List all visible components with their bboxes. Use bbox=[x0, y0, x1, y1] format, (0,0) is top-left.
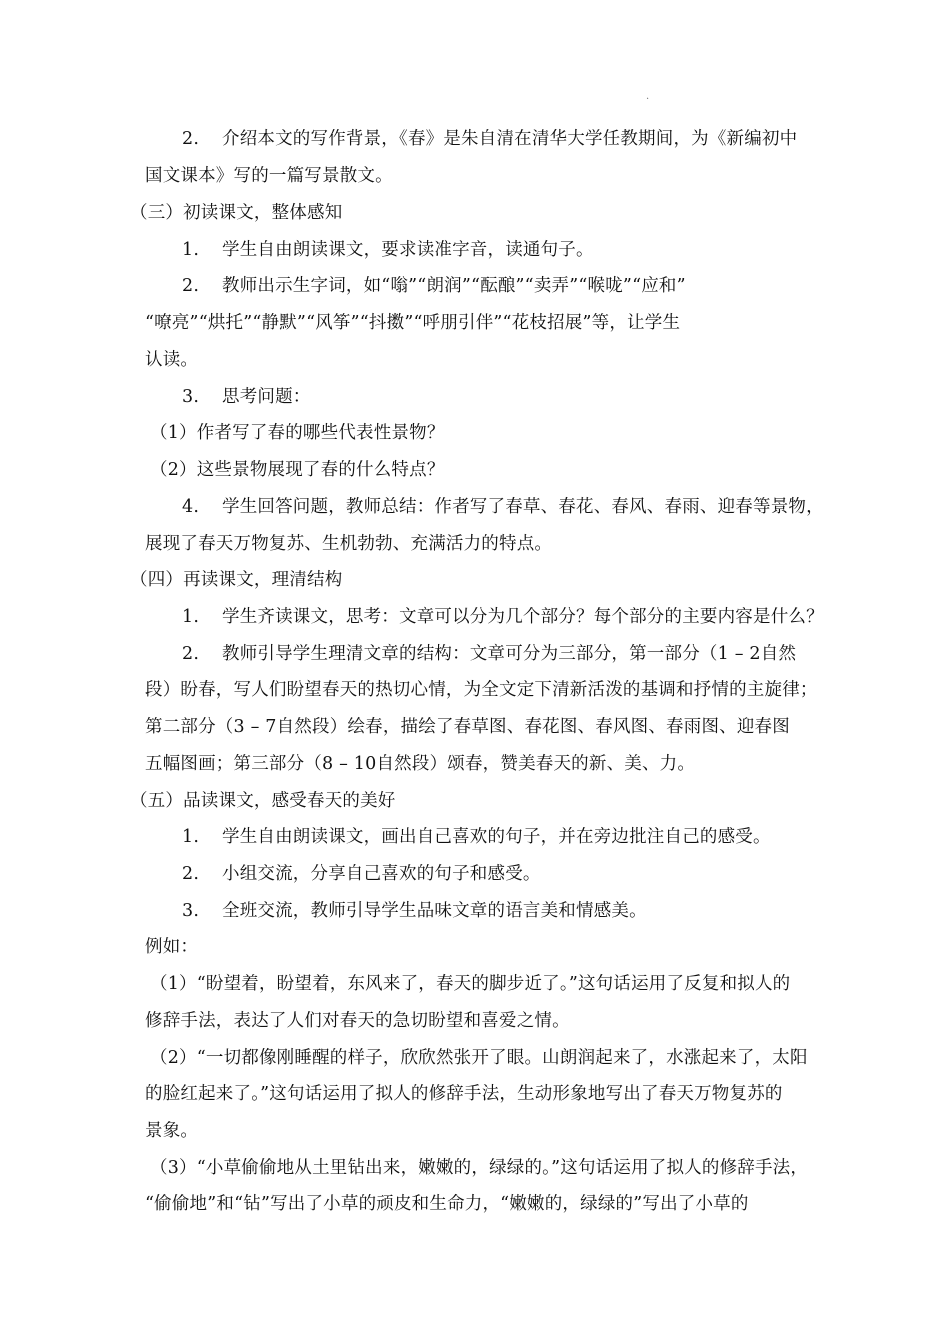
item-number: 1. bbox=[182, 240, 200, 260]
item-number: 4. bbox=[182, 497, 200, 517]
paragraph-text: 思考问题： bbox=[222, 387, 311, 407]
paragraph-text: 教师引导学生理清文章的结构：文章可分为三部分，第一部分（1 – 2自然 bbox=[222, 644, 797, 664]
header-mark: . bbox=[646, 91, 650, 102]
example-3: （3）“小草偷偷地从土里钻出来，嫩嫩的，绿绿的。”这句话运用了拟人的修辞手法， bbox=[150, 1158, 809, 1178]
paragraph-item-1-read bbox=[182, 238, 594, 262]
item-number: 2. bbox=[182, 644, 200, 664]
paragraph-text: 小组交流，分享自己喜欢的句子和感受。 bbox=[222, 864, 541, 884]
paragraph-item-4-summary bbox=[182, 495, 824, 519]
paragraph-line: “嘹亮”“烘托”“静默”“风筝”“抖擞”“呼朋引伴”“花枝招展”等，让学生 bbox=[145, 313, 681, 333]
paragraph-text: 学生回答问题，教师总结：作者写了春草、春花、春风、春雨、迎春等景物， bbox=[222, 497, 824, 517]
item-number: 3. bbox=[182, 901, 200, 921]
paragraph-item-2-structure bbox=[182, 642, 796, 666]
question-1: （1）作者写了春的哪些代表性景物？ bbox=[150, 423, 445, 443]
paragraph-item-3-questions bbox=[182, 385, 311, 409]
paragraph-item-1-annotate bbox=[182, 825, 771, 849]
paragraph-item-3-class bbox=[182, 899, 647, 923]
example-1: （1）“盼望着，盼望着，东风来了，春天的脚步近了。”这句话运用了反复和拟人的 bbox=[150, 974, 791, 994]
section-heading-3: （三）初读课文，整体感知 bbox=[130, 203, 343, 223]
paragraph-text: 介绍本文的写作背景，《春》是朱自清在清华大学任教期间，为《新编初中 bbox=[222, 129, 798, 149]
paragraph-text: 全班交流，教师引导学生品味文章的语言美和情感美。 bbox=[222, 901, 647, 921]
paragraph-line: 五幅图画；第三部分（8 – 10自然段）颂春，赞美春天的新、美、力。 bbox=[145, 754, 696, 774]
section-heading-5: （五）品读课文，感受春天的美好 bbox=[130, 791, 396, 811]
paragraph-line: 景象。 bbox=[145, 1121, 199, 1141]
paragraph-item-2-group bbox=[182, 862, 541, 886]
paragraph-item-1-reread bbox=[182, 605, 824, 629]
example-2: （2）“一切都像刚睡醒的样子，欣欣然张开了眼。山朗润起来了，水涨起来了，太阳 bbox=[150, 1048, 808, 1068]
paragraph-line: 认读。 bbox=[145, 350, 199, 370]
section-heading-4: （四）再读课文，理清结构 bbox=[130, 570, 343, 590]
item-number: 2. bbox=[182, 864, 200, 884]
paragraph-line: 国文课本》写的一篇写景散文。 bbox=[145, 166, 393, 186]
paragraph-line: 的脸红起来了。”这句话运用了拟人的修辞手法，生动形象地写出了春天万物复苏的 bbox=[145, 1084, 783, 1104]
paragraph-line: 展现了春天万物复苏、生机勃勃、充满活力的特点。 bbox=[145, 534, 553, 554]
item-number: 3. bbox=[182, 387, 200, 407]
paragraph-line: 修辞手法，表达了人们对春天的急切盼望和喜爱之情。 bbox=[145, 1011, 570, 1031]
item-number: 1. bbox=[182, 607, 200, 627]
paragraph-text: 学生自由朗读课文，要求读准字音，读通句子。 bbox=[222, 240, 594, 260]
paragraph-item-2-background bbox=[182, 127, 797, 151]
paragraph-item-2-vocab bbox=[182, 274, 686, 298]
item-number: 1. bbox=[182, 827, 200, 847]
paragraph-text: 教师出示生字词，如“嗡”“朗润”“酝酿”“卖弄”“喉咙”“应和” bbox=[222, 276, 686, 296]
paragraph-line: 第二部分（3 – 7自然段）绘春，描绘了春草图、春花图、春风图、春雨图、迎春图 bbox=[145, 717, 790, 737]
paragraph-text: 学生自由朗读课文，画出自己喜欢的句子，并在旁边批注自己的感受。 bbox=[222, 827, 771, 847]
paragraph-text: 学生齐读课文，思考：文章可以分为几个部分？每个部分的主要内容是什么？ bbox=[222, 607, 824, 627]
example-label: 例如： bbox=[145, 937, 199, 957]
item-number: 2. bbox=[182, 129, 200, 149]
paragraph-line: 段）盼春，写人们盼望春天的热切心情，为全文定下清新活泼的基调和抒情的主旋律； bbox=[145, 680, 818, 700]
question-2: （2）这些景物展现了春的什么特点？ bbox=[150, 460, 445, 480]
paragraph-line: “偷偷地”和“钻”写出了小草的顽皮和生命力，“嫩嫩的，绿绿的”写出了小草的 bbox=[145, 1194, 749, 1214]
item-number: 2. bbox=[182, 276, 200, 296]
